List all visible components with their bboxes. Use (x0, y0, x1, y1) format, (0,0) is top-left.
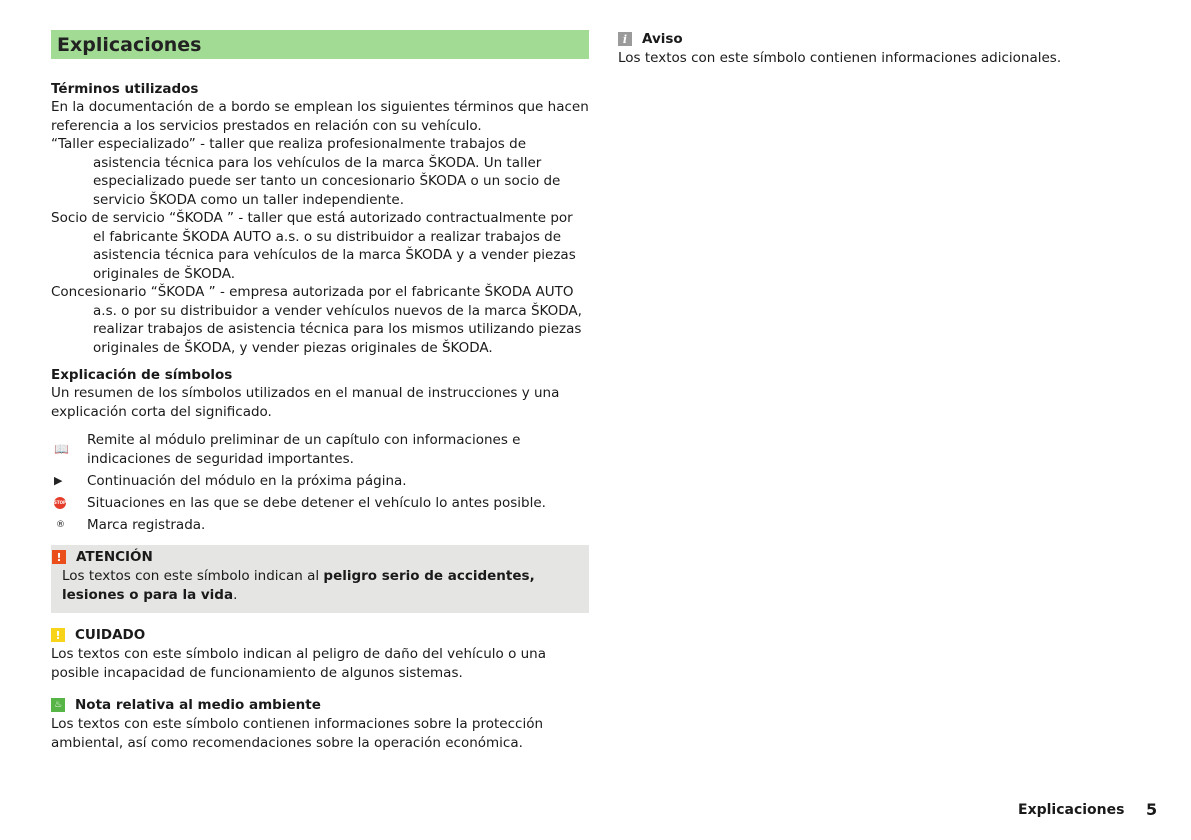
symbol-item (51, 494, 589, 513)
leaf-icon: ♨ (51, 698, 65, 712)
notice-title: Aviso (642, 31, 683, 47)
warning-title: ATENCIÓN (76, 549, 153, 565)
left-column (51, 30, 589, 752)
environment-text: Los textos con este símbolo contienen informaciones sobre la protección ambiental, así como recomendaciones sobre la operación económica. (51, 716, 544, 751)
caution-text: Los textos con este símbolo indican al peligro de daño del vehículo o una posible incapacidad de funcionamiento de algunos sistemas. (51, 646, 547, 681)
warning-text-end: . (233, 586, 238, 603)
symbols-heading: Explicación de símbolos (51, 367, 233, 383)
symbol-text: Remite al módulo preliminar de un capítulo con informaciones e indicaciones de seguridad importantes. (87, 432, 521, 467)
caution-title: CUIDADO (75, 627, 146, 643)
symbol-text: Marca registrada. (87, 516, 206, 533)
registered-glyph: ® (56, 519, 65, 530)
terms-heading: Términos utilizados (51, 81, 199, 97)
stop-icon (51, 497, 87, 509)
warning-text-bold: peligro serio de accidentes, lesiones o para la vida (62, 568, 535, 603)
book-icon: 📖 (54, 442, 69, 457)
terms-intro: En la documentación de a bordo se emplean los siguientes términos que hacen referencia a los servicios prestados en relación con su vehículo. (51, 99, 589, 134)
symbol-item (51, 431, 589, 468)
page-title: Explicaciones (51, 30, 589, 59)
term-item: Concesionario “ŠKODA ” - empresa autorizada por el fabricante ŠKODA AUTO a.s. o por su distribuidor a vender vehículos nuevos de la marca ŠKODA, realizar trabajos de asistencia técnica para los mismos utilizando piezas originales de ŠKODA, y vender piezas originales de ŠKODA. (51, 284, 582, 356)
symbol-item (51, 516, 589, 535)
footer-section-title: Explicaciones (1018, 802, 1125, 818)
warning-header (51, 547, 577, 567)
caution-header (51, 625, 589, 645)
term-item: Socio de servicio “ŠKODA ” - taller que está autorizado contractualmente por el fabricante ŠKODA AUTO a.s. o su distribuidor a realizar trabajos de asistencia técnica para vehículos de la marca ŠKODA y a vender piezas originales de ŠKODA. (51, 210, 576, 282)
symbol-text: Situaciones en las que se debe detener el vehículo lo antes posible. (87, 494, 546, 511)
symbol-item (51, 472, 589, 491)
registered-icon (51, 516, 87, 535)
caution-section (51, 625, 589, 682)
notice-header (618, 29, 1138, 49)
environment-title: Nota relativa al medio ambiente (75, 697, 321, 713)
environment-header (51, 695, 589, 715)
symbol-text: Continuación del módulo en la próxima página. (87, 472, 407, 489)
warning-text-normal: Los textos con este símbolo indican al (62, 568, 324, 584)
warning-text (51, 567, 577, 604)
warning-icon: ! (52, 550, 66, 564)
triangle-right-icon: ▶ (54, 473, 63, 487)
info-icon: i (618, 32, 632, 46)
symbol-list (51, 431, 589, 534)
term-item: “Taller especializado” - taller que realiza profesionalmente trabajos de asistencia técnica para los vehículos de la marca ŠKODA. Un taller especializado puede ser tanto un concesionario ŠKODA o un socio de servicio ŠKODA como un taller independiente. (51, 136, 561, 208)
notice-text: Los textos con este símbolo contienen informaciones adicionales. (618, 50, 1062, 66)
right-column (618, 29, 1138, 68)
environment-section (51, 695, 589, 752)
symbols-intro: Un resumen de los símbolos utilizados en el manual de instrucciones y una explicación corta del significado. (51, 385, 560, 420)
warning-box (51, 545, 589, 613)
page-number: 5 (1146, 800, 1158, 819)
caution-icon: ! (51, 628, 65, 642)
stop-label: STOP (54, 497, 66, 509)
